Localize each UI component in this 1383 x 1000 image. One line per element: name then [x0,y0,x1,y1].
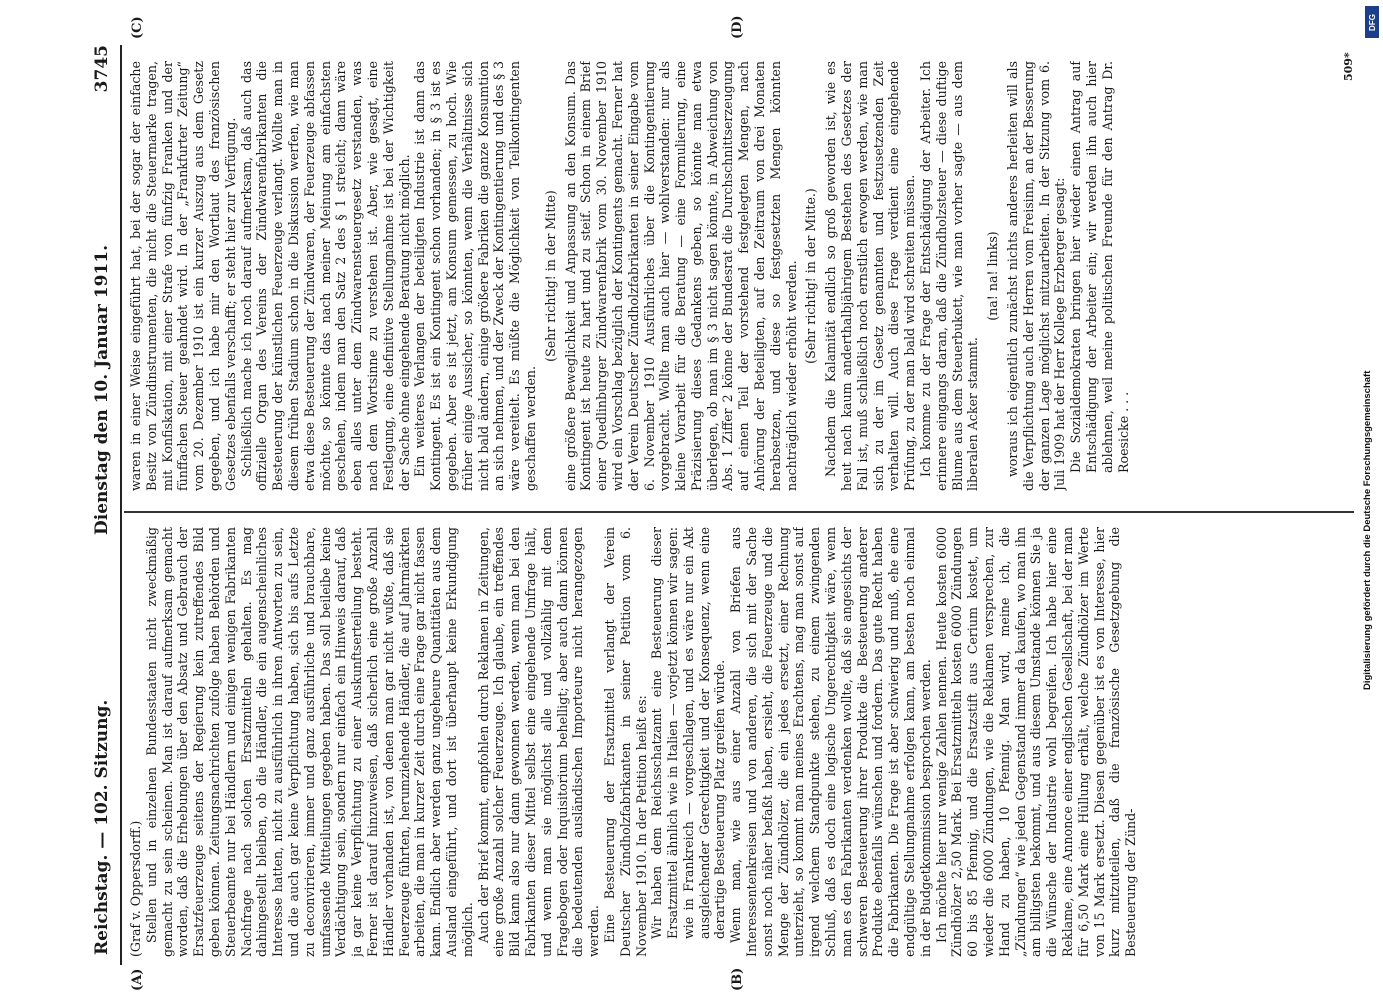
digitization-credit: Digitalisierung gefördert durch die Deutsche Forschungsgemeinschaft [1362,370,1373,690]
right-column-paragraph: Ein weiteres Verlangen der beteiligten Industrie ist dann das Kontingent. Es ist ein Kontingent schon vorhanden; in § 3 ist es gegeben. Aber es ist jetzt, am Konsum gemessen, zu hoch. Wie früher einige Aussicher, so könnten, wenn die Verhältnisse sich nicht bald ändern, einige größere Fabriken die ganze Konsumtion an sich nehmen, und der Zweck der Kontingentierung und des § 3 wäre vereitelt. Es müßte die Möglichkeit von Teilkontingenten geschaffen werden. [412,61,538,491]
margin-mark-c: (C) [130,16,145,39]
right-column-paragraph: Schließlich mache ich noch darauf aufmerksam, daß auch das offizielle Organ des Vereins der Zündwarenfabrikanten die Besteuerung der künstlichen Feuerzeuge verlangt. Wollte man in diesem frühen Stadium schon in die Diskussion werfen, wie man etwa diese Besteuerung der Zündwaren, der Feuerzeuge abfassen möchte, so könnte das nach meiner Meinung am einfachsten geschehen, indem man den Satz 2 des § 1 streicht; dann wäre eben alles unter dem Zündwarensteuergesetz verstanden, was nach dem Wortsinne zu verstehen ist. Aber, wie gesagt, eine Festlegung, eine definitive Stellungnahme ist bei der Wichtigkeit der Sache ohne eingehende Beratung nicht möglich. [238,61,412,491]
page-header [90,45,118,965]
left-column-paragraph: Wenn man, wie aus einer Anzahl von Briefen aus Interessentenkreisen und von anderen, die sich mit der Sache sonst noch näher befaßt haben, ersieht, die Feuerzeuge und die Menge der Zündhölzer, die ein jedes ersetzt, einer Rechnung unterzieht, so kommt man meines Erachtens, mag man sonst auf irgend welchem Standpunkte stehen, zu einem zwingenden Schluß, daß es doch eine logische Ungerechtigkeit wäre, wenn man es den Fabrikanten verdenken wollte, daß sie angesichts der schweren Besteuerung ihrer Produkte die Besteuerung anderer Produkte ebenfalls wünschen und fordern. Das gute Recht haben die Fabrikanten. Die Frage ist aber schwierig und muß, ehe eine endgültige Stellungnahme erfolgen kann, am besten noch einmal in der Budgetkommission besprochen werden. [728,527,933,957]
right-column [128,61,1358,491]
right-column-paragraph: woraus ich eigentlich zunächst nichts anderes herleiten will als die Verpflichtung auch der Herren vom Freisinn, an der Besserung der ganzen Lage möglichst mitzuarbeiten. In der Sitzung vom 6. Juli 1909 hat der Herr Kollege Erzberger gesagt: [1005,61,1068,491]
header-page-number: 3745 [92,45,112,93]
right-column-paragraph: (Sehr richtig! in der Mitte.) [803,188,819,364]
left-column-paragraph: Stellen und in einzelnen Bundesstaaten nicht zweckmäßig gemacht zu sein scheinen. Man ist darauf aufmerksam gemacht worden, daß die Erhebungen über den Absatz und Gebrauch der Ersatzfeuerzeuge seitens der Regierung kein zutreffendes Bild geben können. Zeitungsnachrichten zufolge haben Behörden und Steuerbeamte nur bei Händlern und einigen wenigen Fabrikanten Nachfrage nach solchen Ersatzmitteln gehalten. Es mag dahingestellt bleiben, ob die Händler, die ein augenscheinliches Interesse hatten, nicht zu ausführlich in ihren Antworten zu sein, und die auch gar keine Verpflichtung haben, sich bis aufs Letzte zu deconvirieren, immer und ganz ausführliche und brauchbare, umfassende Mitteilungen gegeben haben. Das soll beileibe keine Verdächtigung sein, sondern nur einfach ein Hinweis darauf, daß ja gar keine Verpflichtung zu einer Auskunftserteilung besteht. Ferner ist darauf hinzuweisen, daß sicherlich eine große Anzahl Händler vorhanden ist, von denen man gar nicht wußte, daß sie Feuerzeuge führten, herumziehende Händler, die auf Jahrmärkten arbeiten, die man in kurzer Zeit durch eine Frage gar nicht fassen kann. Endlich aber werden ganz ungeheure Quantitäten aus dem Ausland eingeführt, und dort ist überhaupt keine Erkundigung möglich. [143,527,475,957]
dfg-logo: DFG [1365,6,1379,38]
left-column-paragraph: Wir haben dem Reichsschatzamt eine Besteuerung dieser Ersatzmittel ähnlich wie in Italien — vorjetzt können wir sagen: wie in Frankreich — vorgeschlagen, und es wäre nur ein Akt ausgleichender Gerechtigkeit und der Konsequenz, wenn eine derartige Besteuerung Platz greifen würde. [649,527,728,939]
right-column-paragraph: waren in einer Weise eingeführt hat, bei der sogar der einfache Besitz von Zündinstrumenten, die nicht die Steuermarke tragen, mit Konfiskation, mit einer Strafe von fünfzig Franken und der fünffachen Steuer geahndet wird. In der „Frankfurter Zeitung“ vom 20. Dezember 1910 ist ein kurzer Auszug aus dem Gesetz gegeben, und ich habe mir den Wortlaut des französischen Gesetzes ebenfalls verschafft; er steht hier zur Verfügung. [128,61,238,491]
margin-mark-a: (A) [130,968,145,991]
column-divider [124,512,1354,514]
margin-mark-b: (B) [730,967,745,991]
header-session: Reichstag. — 102. Sitzung. [92,699,112,955]
left-column-paragraph: Eine Besteuerung der Ersatzmittel verlangt der Verein Deutscher Zündholzfabrikanten in seiner Petition vom 6. November 1910. In der Petition heißt es: [601,527,649,957]
margin-mark-d: (D) [730,15,745,39]
left-column-paragraph: Ich möchte hier nur wenige Zahlen nennen. Heute kosten 6000 Zündhölzer 2,50 Mark. Bei Ersatzmitteln kosten 6000 Zündungen 60 bis 85 Pfennig, und die Ersatzstift aus Cerium kostet, um wieder die 6000 Zündungen, wie die Reklamen versprechen, zur Hand zu haben, 10 Pfennig. Man wird, meine ich, die „Zündungen“ wie jeden Gegenstand immer da kaufen, wo man ihn am billigsten bekommt, und aus diesem Umstande können Sie ja die Wünsche der Industrie wohl begreifen. Ich habe hier eine Reklame, eine Annonce einer englischen Gesellschaft, bei der man für 6,50 Mark eine Hüllung erhält, welche Zündhölzer im Werte von 15 Mark ersetzt. Diesen gegenüber ist es von Interesse, hier kurz mitzuteilen, daß die französische Gesetzgebung die Besteuerung der Zünd- [933,527,1139,957]
right-column-paragraph: eine größere Beweglichkeit und Anpassung an den Konsum. Das Kontingent ist heute zu hart und zu steif. Schon in einem Brief einer Quedlinburger Zündwarenfabrik vom 30. November 1910 wird ein Vorschlag bezüglich der Kontingents gemacht. Ferner hat der Verein Deutscher Zündholzfabrikanten in seiner Eingabe vom 6. November 1910 Ausführliches über die Kontingentierung vorgebracht. Wollte man auch hier — wohlverstanden: nur als kleine Vorarbeit für die Beratung — eine Formulierung, eine Präzisierung dieses Gedankens geben, so könnte man etwa überlegen, ob man im § 3 nicht sagen könnte, in Abweichung von Abs. 1 Ziffer 2 könne der Bundesrat die Durchschnittserzeugung auf einen Teil der vorstehend festgelegten Mengen, nach Anhörung der Beteiligten, auf den Zeitraum von drei Monaten herabsetzen, und diese so festgesetzten Mengen könnten nachträglich wieder erhöht werden. [562,61,799,491]
right-column-paragraph: Nachdem die Kalamität endlich so groß geworden ist, wie es heut nach kaum anderthalbjährigem Bestehen des Gesetzes der Fall ist, muß schließlich noch ernstlich erwogen werden, wie man sich zu der im Gesetz genannten und festzusetzenden Zeit verhalten will. Auch diese Frage verdient eine eingehende Prüfung, zu der man bald wird schreiten müssen. [823,61,918,491]
header-rule [120,45,122,965]
header-date: Dienstag den 10. Januar 1911. [92,245,112,535]
left-column-paragraph: Auch der Brief kommt, empfohlen durch Reklamen in Zeitungen, eine große Anzahl solcher Feuerzeuge. Ich glaube, ein treffendes Bild kann also nur dann gewonnen werden, wenn man bei den Fabrikanten dieser Mittel selbst eine eingehende Umfrage hält, und wenn man sie möglichst alle und vollzählig mit dem Fragebogen oder Inquisitorium behelligt; aber auch dann können die bedeutenden ausländischen Importeure nicht herangezogen werden. [475,527,602,957]
right-column-paragraph: Die Sozialdemokraten bringen hier wieder einen Antrag auf Entschädigung der Arbeiter ein; wir werden ihn auch hier ablehnen, weil meine politischen Freunde für den Antrag Dr. Roesicke . . . [1068,61,1131,473]
left-column [128,527,1358,957]
left-column-paragraph: (Graf v. Oppersdorff.) [128,820,143,957]
right-column-paragraph: Ich komme zu der Frage der Entschädigung der Arbeiter. Ich erinnere eingangs daran, daß die Zündholzsteuer — diese duftige Blume aus dem Steuerbukett, wie man vorher sagte — aus dem liberalen Acker stammt. [918,61,981,491]
footer-page-marker: 509* [1342,52,1355,81]
right-column-paragraph: (Sehr richtig! in der Mitte) [542,190,558,362]
right-column-paragraph: (na! na! links) [985,231,1001,321]
